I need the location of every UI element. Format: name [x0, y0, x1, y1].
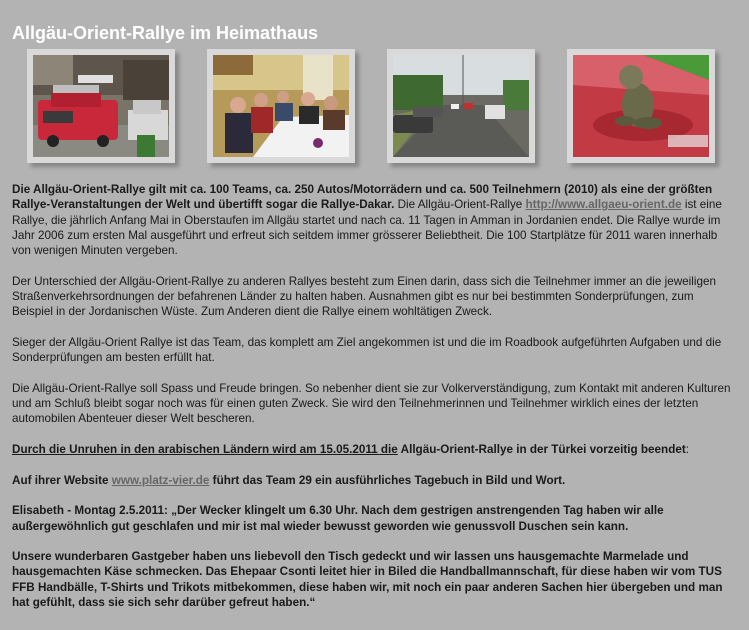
website-text-pre: Auf ihrer Website — [12, 473, 112, 487]
rally-cars-on-road-image — [393, 55, 529, 157]
paragraph-intro — [12, 182, 737, 258]
unrest-colon: : — [685, 443, 689, 457]
paragraph-fun: Die Allgäu-Orient-Rallye soll Spass und Freude bringen. So nebenher dient sie zur Volkerverständigung, zum Kontakt mit anderen Kulturen und am Schluß bleibt sogar noch was für einen guten Zweck. Sie wird den Teilnehmerinnen und Teilnehmer wirklich eines der letzten automobilen Abenteuer dieser Welt bescheren. — [12, 381, 731, 426]
paragraph-diary-2: Unsere wunderbaren Gastgeber haben uns liebevoll den Tisch gedeckt und wir lassen uns hausgemachte Marmelade und hausgemachten Käse schmecken. Das Ehepaar Csonti leitet hier in Biled die Handballmannschaft, für diese haben wir vom TUS FFB Handbälle, T-Shirts und Trikots mitbekommen, diese haben wir, mit noch ein paar anderen Sachen hier übergeben und man hat gefühlt, dass sie sich sehr darüber gefreut haben.“ — [12, 550, 723, 610]
rally-cars-on-road-photo[interactable] — [393, 55, 529, 157]
team-dinner-image — [213, 55, 349, 157]
platz-vier-link[interactable]: www.platz-vier.de — [111, 473, 210, 487]
rally-cars-parked-photo[interactable] — [33, 55, 169, 157]
unrest-underlined-text: Durch die Unruhen in den arabischen Ländern wird am 15.05.2011 die — [12, 443, 398, 457]
paragraph-diary-1: Elisabeth - Montag 2.5.2011: „Der Wecker klingelt um 6.30 Uhr. Nach dem gestrigen anstrengenden Tag haben wir alle außergewöhnlich gut geschlafen und mir ist mal wieder bewusst geworden wie genussvoll Duschen sein kann. — [12, 504, 664, 533]
team-dinner-photo[interactable] — [213, 55, 349, 157]
photo-frame-2[interactable] — [207, 49, 355, 163]
intro-bold-text: Die Allgäu-Orient-Rallye gilt mit ca. 100 Teams, ca. 250 Autos/Motorrädern und ca. 500 Teilnehmern (2010) als eine der größten Rallye-Veranstaltungen der Welt und übertifft sogar die Rallye-Dakar. — [12, 183, 713, 212]
rally-cars-parked-image — [33, 55, 169, 157]
photo-gallery — [12, 49, 737, 173]
allgaeu-orient-link[interactable]: http://www.allgaeu-orient.de — [525, 198, 682, 212]
intro-text-pre: Die Allgäu-Orient-Rallye — [394, 198, 526, 212]
paragraph-unrest — [12, 442, 737, 457]
photo-frame-4[interactable] — [567, 49, 715, 163]
figurine-on-car-hood-photo[interactable] — [573, 55, 709, 157]
paragraph-website — [12, 473, 737, 488]
article-body — [12, 182, 737, 626]
intro-text-post: ist eine Rallye, die jährlich Anfang Mai in Oberstaufen im Allgäu startet und nach ca. 11 Tagen in Amman in Jordanien endet. Die Rallye wurde im Jahr 2006 zum ersten Mal ausgeführt und erfreut sich seitdem immer grösserer Beliebtheit. Die 100 Startplätze für 2011 waren innerhalb von wenigen Minuten vergeben. — [12, 198, 722, 258]
paragraph-difference: Der Unterschied der Allgäu-Orient-Rallye zu anderen Rallyes besteht zum Einen darin, dass sich die Teilnehmer immer an die jeweiligen Straßenverkehrsordnungen der befahrenen Länder zu halten haben. Ausnahmen gibt es nur bei bestimmten Sonderprüfungen, zum Beispiel in der Jordanischen Wüste. Zum Anderen dient die Rallye einem wohltätigen Zweck. — [12, 274, 716, 319]
page-title: Allgäu-Orient-Rallye im Heimathaus — [12, 23, 319, 43]
figurine-on-car-hood-image — [573, 55, 709, 157]
paragraph-winner: Sieger der Allgäu-Orient Rallye ist das Team, das komplett am Ziel angekommen ist und die im Roadbook aufgeführten Aufgaben und die Sonderprüfungen am besten erfüllt hat. — [12, 335, 722, 365]
photo-frame-1[interactable] — [27, 49, 175, 163]
website-text-post: führt das Team 29 ein ausführliches Tagebuch in Bild und Wort. — [209, 473, 566, 487]
photo-frame-3[interactable] — [387, 49, 535, 163]
unrest-text: Allgäu-Orient-Rallye in der Türkei vorzeitig beendet — [397, 443, 686, 457]
